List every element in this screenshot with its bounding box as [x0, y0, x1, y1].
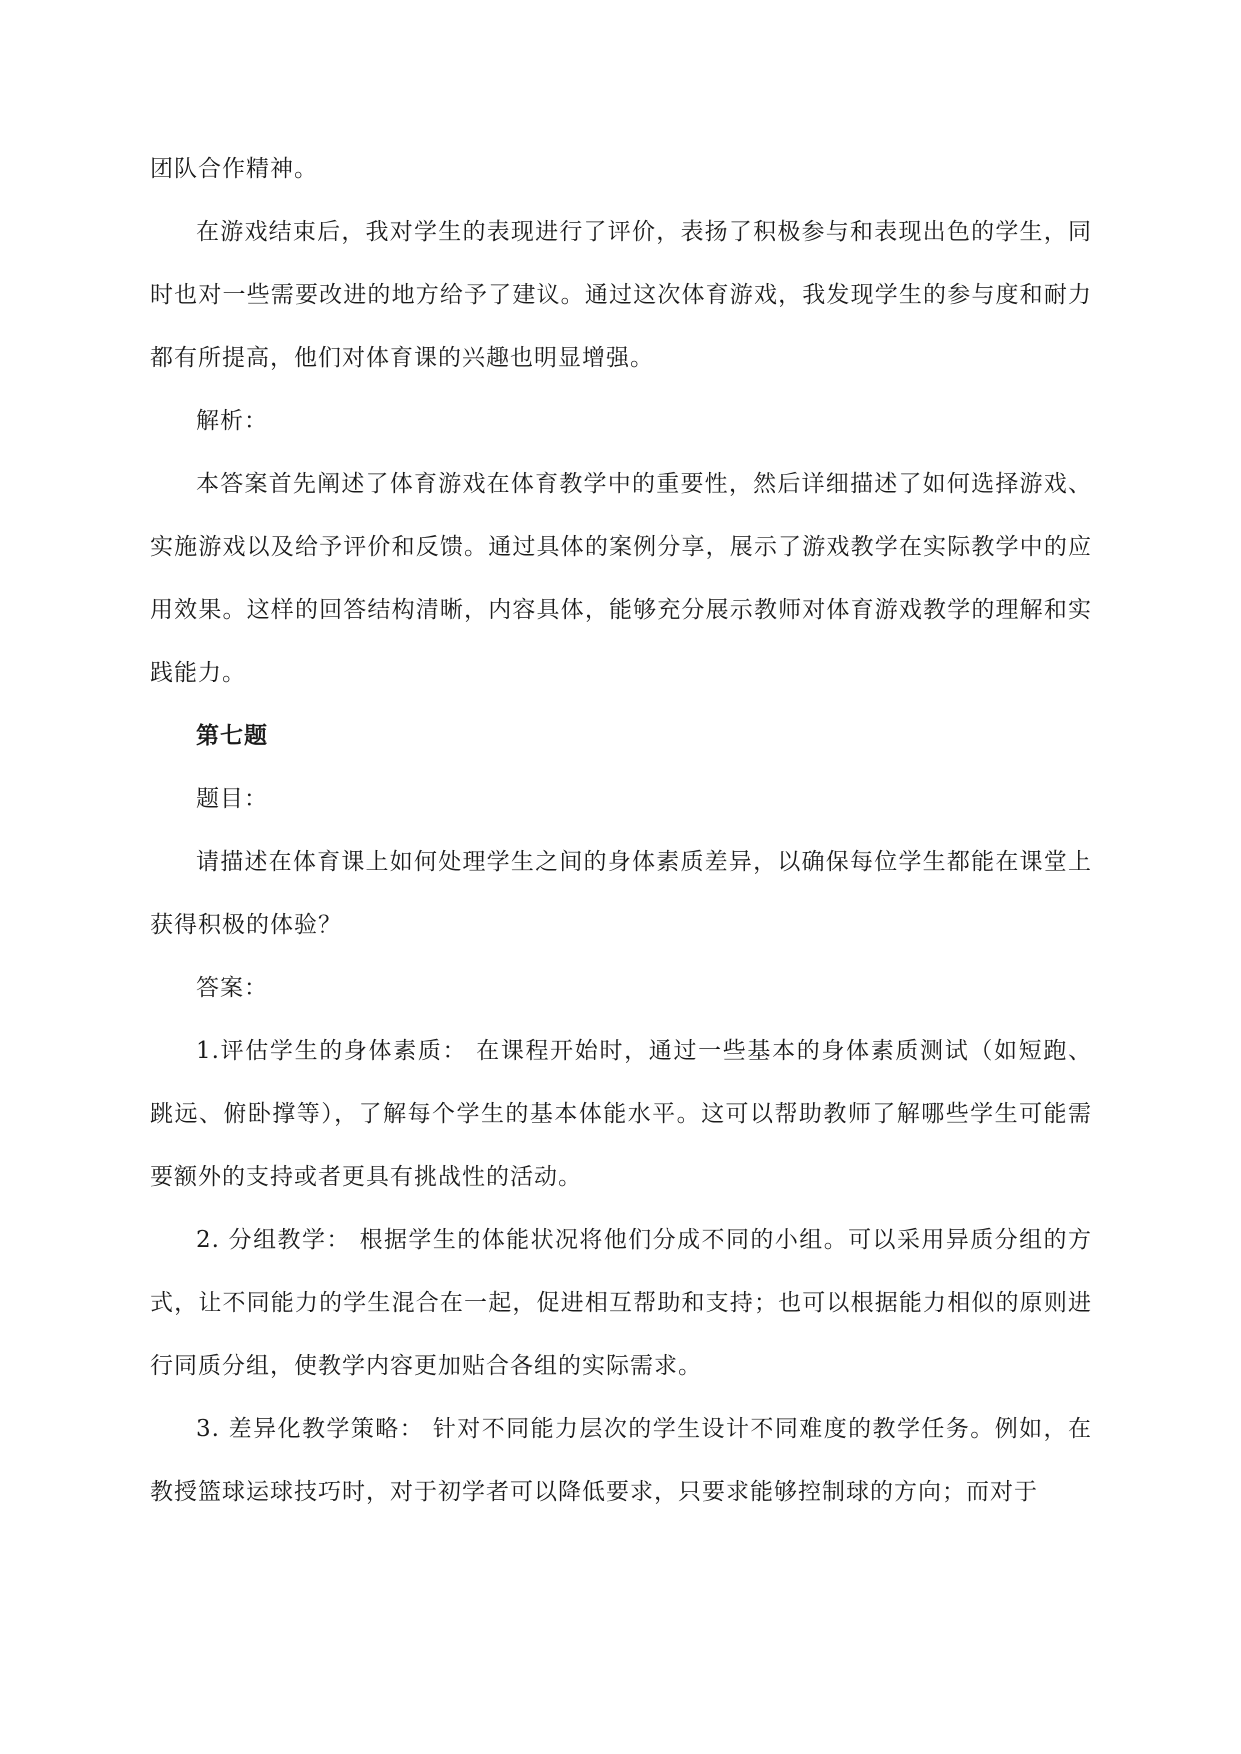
question-heading: 第七题: [196, 723, 268, 749]
paragraph-evaluation: 在游戏结束后，我对学生的表现进行了评价，表扬了积极参与和表现出色的学生，同时也对一些需要改进的地方给予了建议。通过这次体育游戏，我发现学生的参与度和耐力都有所提高，他们对体育课的兴趣也明显增强。: [150, 219, 1092, 371]
answer-item-2: 2. 分组教学： 根据学生的体能状况将他们分成不同的小组。可以采用异质分组的方式，让不同能力的学生混合在一起，促进相互帮助和支持；也可以根据能力相似的原则进行同质分组，使教学内容更加贴合各组的实际需求。: [150, 1227, 1092, 1379]
question-label: 题目：: [196, 786, 268, 812]
answer-label: 答案：: [196, 975, 268, 1001]
analysis-paragraph: 本答案首先阐述了体育游戏在体育教学中的重要性，然后详细描述了如何选择游戏、实施游戏以及给予评价和反馈。通过具体的案例分享，展示了游戏教学在实际教学中的应用效果。这样的回答结构清晰，内容具体，能够充分展示教师对体育游戏教学的理解和实践能力。: [150, 471, 1092, 686]
analysis-label: 解析：: [196, 408, 268, 434]
question-paragraph: 请描述在体育课上如何处理学生之间的身体素质差异，以确保每位学生都能在课堂上获得积极的体验？: [150, 849, 1092, 938]
answer-item-1: 1.评估学生的身体素质： 在课程开始时，通过一些基本的身体素质测试（如短跑、跳远、俯卧撑等），了解每个学生的基本体能水平。这可以帮助教师了解哪些学生可能需要额外的支持或者更具有挑战性的活动。: [150, 1038, 1092, 1190]
answer-item-3: 3. 差异化教学策略： 针对不同能力层次的学生设计不同难度的教学任务。例如，在教授篮球运球技巧时，对于初学者可以降低要求，只要求能够控制球的方向；而对于: [150, 1416, 1092, 1505]
document-page: [150, 138, 1092, 1524]
paragraph-continuation: 团队合作精神。: [150, 156, 318, 182]
